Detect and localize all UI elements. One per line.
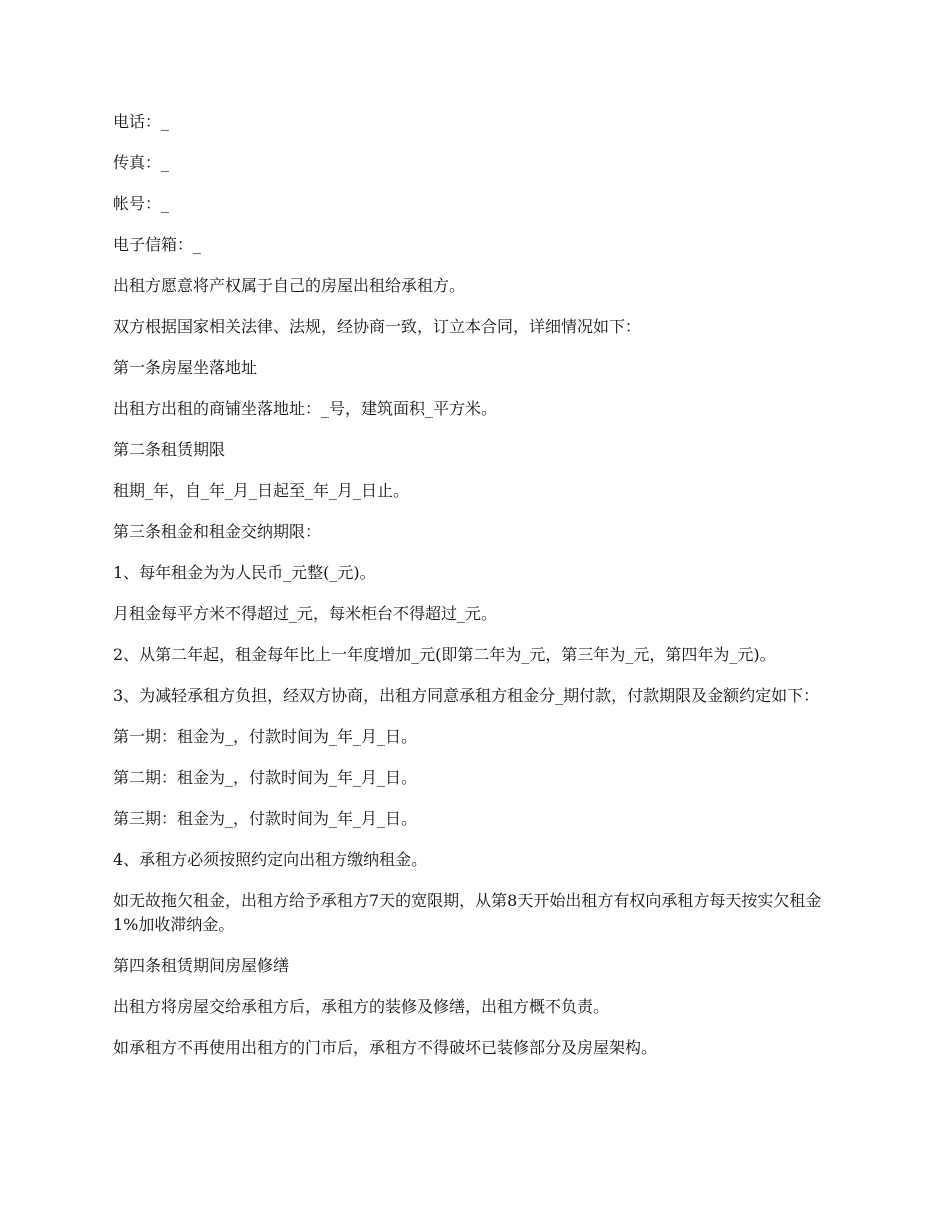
article-heading: 第四条租赁期间房屋修缮 [113,956,290,975]
paragraph: 出租方将房屋交给承租方后，承租方的装修及修缮，出租方概不负责。 [113,997,610,1016]
paragraph: 2、从第二年起，租金每年比上一年度增加_元(即第二年为_元，第三年为_元，第四年为_元)。 [113,645,776,664]
paragraph: 第一期：租金为_，付款时间为_年_月_日。 [113,727,418,746]
document-body [113,110,843,1077]
article-heading: 第一条房屋坐落地址 [113,358,258,377]
paragraph: 4、承租方必须按照约定向出租方缴纳租金。 [113,850,428,869]
paragraph: 租期_年，自_年_月_日起至_年_月_日止。 [113,481,410,500]
paragraph: 1、每年租金为为人民币_元整(_元)。 [113,563,376,582]
paragraph: 第三期：租金为_，付款时间为_年_月_日。 [113,809,418,828]
paragraph: 第二期：租金为_，付款时间为_年_月_日。 [113,768,418,787]
email-line: 电子信箱：_ [113,235,202,254]
paragraph: 双方根据国家相关法律、法规，经协商一致，订立本合同，详细情况如下： [113,317,642,336]
paragraph: 3、为减轻承租方负担，经双方协商，出租方同意承租方租金分_期付款，付款期限及金额约定如下： [113,686,820,705]
article-heading: 第三条租金和租金交纳期限： [113,522,322,541]
paragraph: 月租金每平方米不得超过_元，每米柜台不得超过_元。 [113,604,498,623]
paragraph: 如承租方不再使用出租方的门市后，承租方不得破坏已装修部分及房屋架构。 [113,1038,658,1057]
account-line: 帐号：_ [113,194,170,213]
article-heading: 第二条租赁期限 [113,440,226,459]
paragraph: 出租方愿意将产权属于自己的房屋出租给承租方。 [113,276,466,295]
fax-line: 传真：_ [113,153,170,172]
paragraph: 如无故拖欠租金，出租方给予承租方7天的宽限期，从第8天开始出租方有权向承租方每天按实欠租金1%加收滞纳金。 [113,891,822,934]
paragraph: 出租方出租的商铺坐落地址：_号，建筑面积_平方米。 [113,399,498,418]
phone-line: 电话：_ [113,112,170,131]
